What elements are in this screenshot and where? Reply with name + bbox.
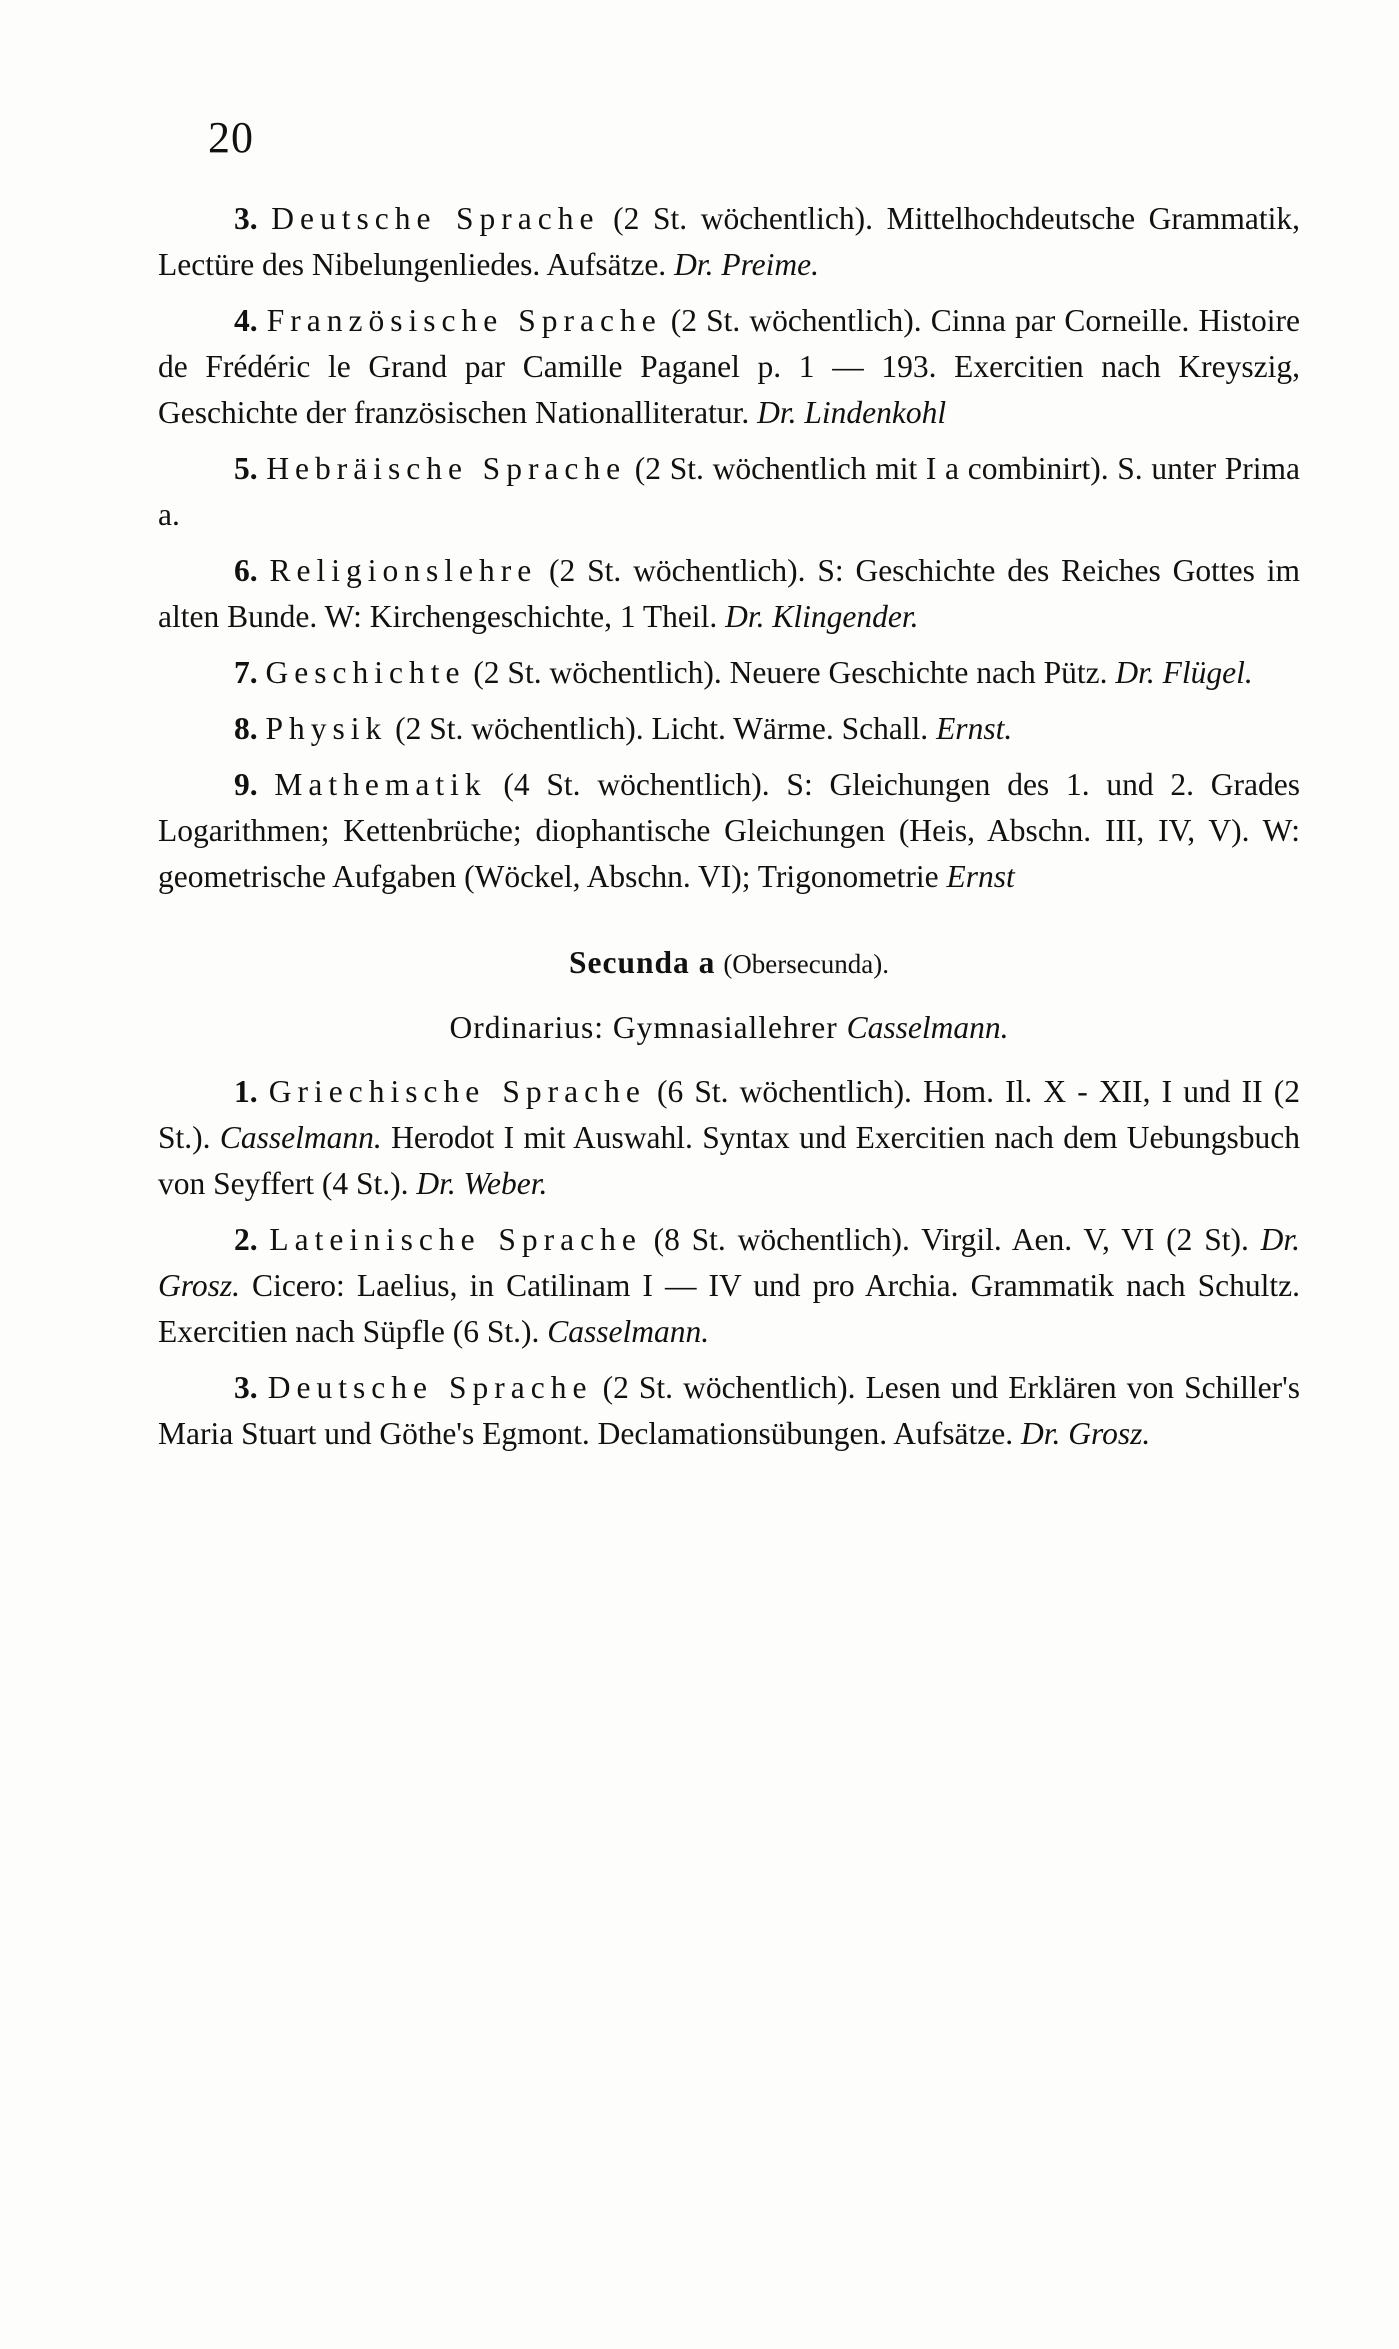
entry-text: (2 St. wöchentlich). Cinna par Corneille. Histoire de Frédéric le Grand par Camille Paganel p. 1 — 193. Exercitien nach Kreyszig, Geschichte der französischen Nationalliteratur. xyxy=(158,303,1300,430)
course-entry-religion xyxy=(158,548,1300,640)
section-title: Secunda a xyxy=(569,945,716,980)
course-entry-hebraeisch xyxy=(158,446,1300,538)
entry-text: (8 St. wöchentlich). Virgil. Aen. V, VI (2 St). xyxy=(641,1222,1261,1257)
entry-subject: Lateinische Sprache xyxy=(269,1222,642,1257)
ordinarius-label: Ordinarius: Gymnasiallehrer xyxy=(449,1010,847,1045)
entry-number: 3. xyxy=(234,1370,258,1405)
entry-text: (4 St. wöchentlich). S: Gleichungen des 1. und 2. Grades Logarithmen; Kettenbrüche; diophantische Gleichungen (Heis, Abschn. III, IV, V). W: geometrische Aufgaben (Wöckel, Abschn. VI); Trigonometrie xyxy=(158,767,1300,894)
entry-number: 4. xyxy=(234,303,258,338)
entry-teacher: Dr. Preime. xyxy=(674,247,819,282)
course-entry-geschichte xyxy=(158,650,1300,696)
course-entry-deutsche xyxy=(158,196,1300,288)
entry-number: 2. xyxy=(234,1222,258,1257)
entry-subject: Geschichte xyxy=(265,655,466,690)
course-entry-deutsche-secunda xyxy=(158,1365,1300,1457)
entry-number: 7. xyxy=(234,655,258,690)
entry-subject: Deutsche Sprache xyxy=(271,201,600,236)
entry-text: Cicero: Laelius, in Catilinam I — IV und pro Archia. Grammatik nach Schultz. Exercitien nach Süpfle (6 St.). xyxy=(158,1268,1300,1349)
entry-teacher: Dr. Weber. xyxy=(416,1166,548,1201)
entry-teacher: Dr. Grosz. xyxy=(158,1222,1300,1303)
entry-teacher: Dr. Flügel. xyxy=(1115,655,1253,690)
entry-teacher: Dr. Klingender. xyxy=(725,599,919,634)
entry-teacher: Dr. Lindenkohl xyxy=(757,395,947,430)
entry-text: (2 St. wöchentlich). Lesen und Erklären von Schiller's Maria Stuart und Göthe's Egmont. Declamationsübungen. Aufsätze. xyxy=(158,1370,1301,1451)
entry-subject: Griechische Sprache xyxy=(268,1074,646,1109)
entry-number: 3. xyxy=(234,201,258,236)
entry-number: 5. xyxy=(234,451,258,486)
entry-number: 9. xyxy=(234,767,258,802)
entry-teacher: Casselmann. xyxy=(219,1120,382,1155)
ordinarius-name: Casselmann. xyxy=(846,1010,1009,1045)
entry-teacher: Dr. Grosz. xyxy=(1021,1416,1151,1451)
section-heading xyxy=(158,940,1300,987)
entry-subject: Mathematik xyxy=(274,767,487,802)
entry-subject: Religionslehre xyxy=(269,553,538,588)
entry-text: (6 St. wöchentlich). Hom. Il. X - XII, I und II (2 St.). xyxy=(158,1074,1301,1155)
entry-number: 1. xyxy=(234,1074,258,1109)
course-list xyxy=(158,196,1300,1467)
entry-text: (2 St. wöchentlich). Neuere Geschichte nach Pütz. xyxy=(465,655,1116,690)
entry-subject: Französische Sprache xyxy=(266,303,662,338)
entry-text: (2 St. wöchentlich). Licht. Wärme. Schall. xyxy=(387,711,937,746)
ordinarius-line xyxy=(158,1005,1300,1051)
entry-text: (2 St. wöchentlich). S: Geschichte des Reiches Gottes im alten Bunde. W: Kirchengeschichte, 1 Theil. xyxy=(158,553,1300,634)
entry-number: 6. xyxy=(234,553,258,588)
entry-subject: Physik xyxy=(265,711,388,746)
entry-text: (2 St. wöchentlich mit I a combinirt). S. unter Prima a. xyxy=(158,451,1300,532)
entry-subject: Hebräische Sprache xyxy=(266,451,627,486)
entry-teacher: Ernst xyxy=(946,859,1015,894)
course-entry-griechisch xyxy=(158,1069,1300,1207)
entry-text: (2 St. wöchentlich). Mittelhochdeutsche Grammatik, Lectüre des Nibelungenliedes. Aufsätze. xyxy=(158,201,1300,282)
entry-teacher: Casselmann. xyxy=(547,1314,710,1349)
course-entry-lateinisch xyxy=(158,1217,1300,1355)
entry-text: Herodot I mit Auswahl. Syntax und Exercitien nach dem Uebungsbuch von Seyffert (4 St.). xyxy=(158,1120,1300,1201)
course-entry-physik xyxy=(158,706,1300,752)
page-number: 20 xyxy=(208,113,254,162)
section-subtitle: (Obersecunda). xyxy=(723,949,889,979)
entry-teacher: Ernst. xyxy=(936,711,1013,746)
course-entry-mathematik xyxy=(158,762,1300,900)
course-entry-franzoesisch xyxy=(158,298,1300,436)
entry-number: 8. xyxy=(234,711,258,746)
entry-subject: Deutsche Sprache xyxy=(267,1370,593,1405)
